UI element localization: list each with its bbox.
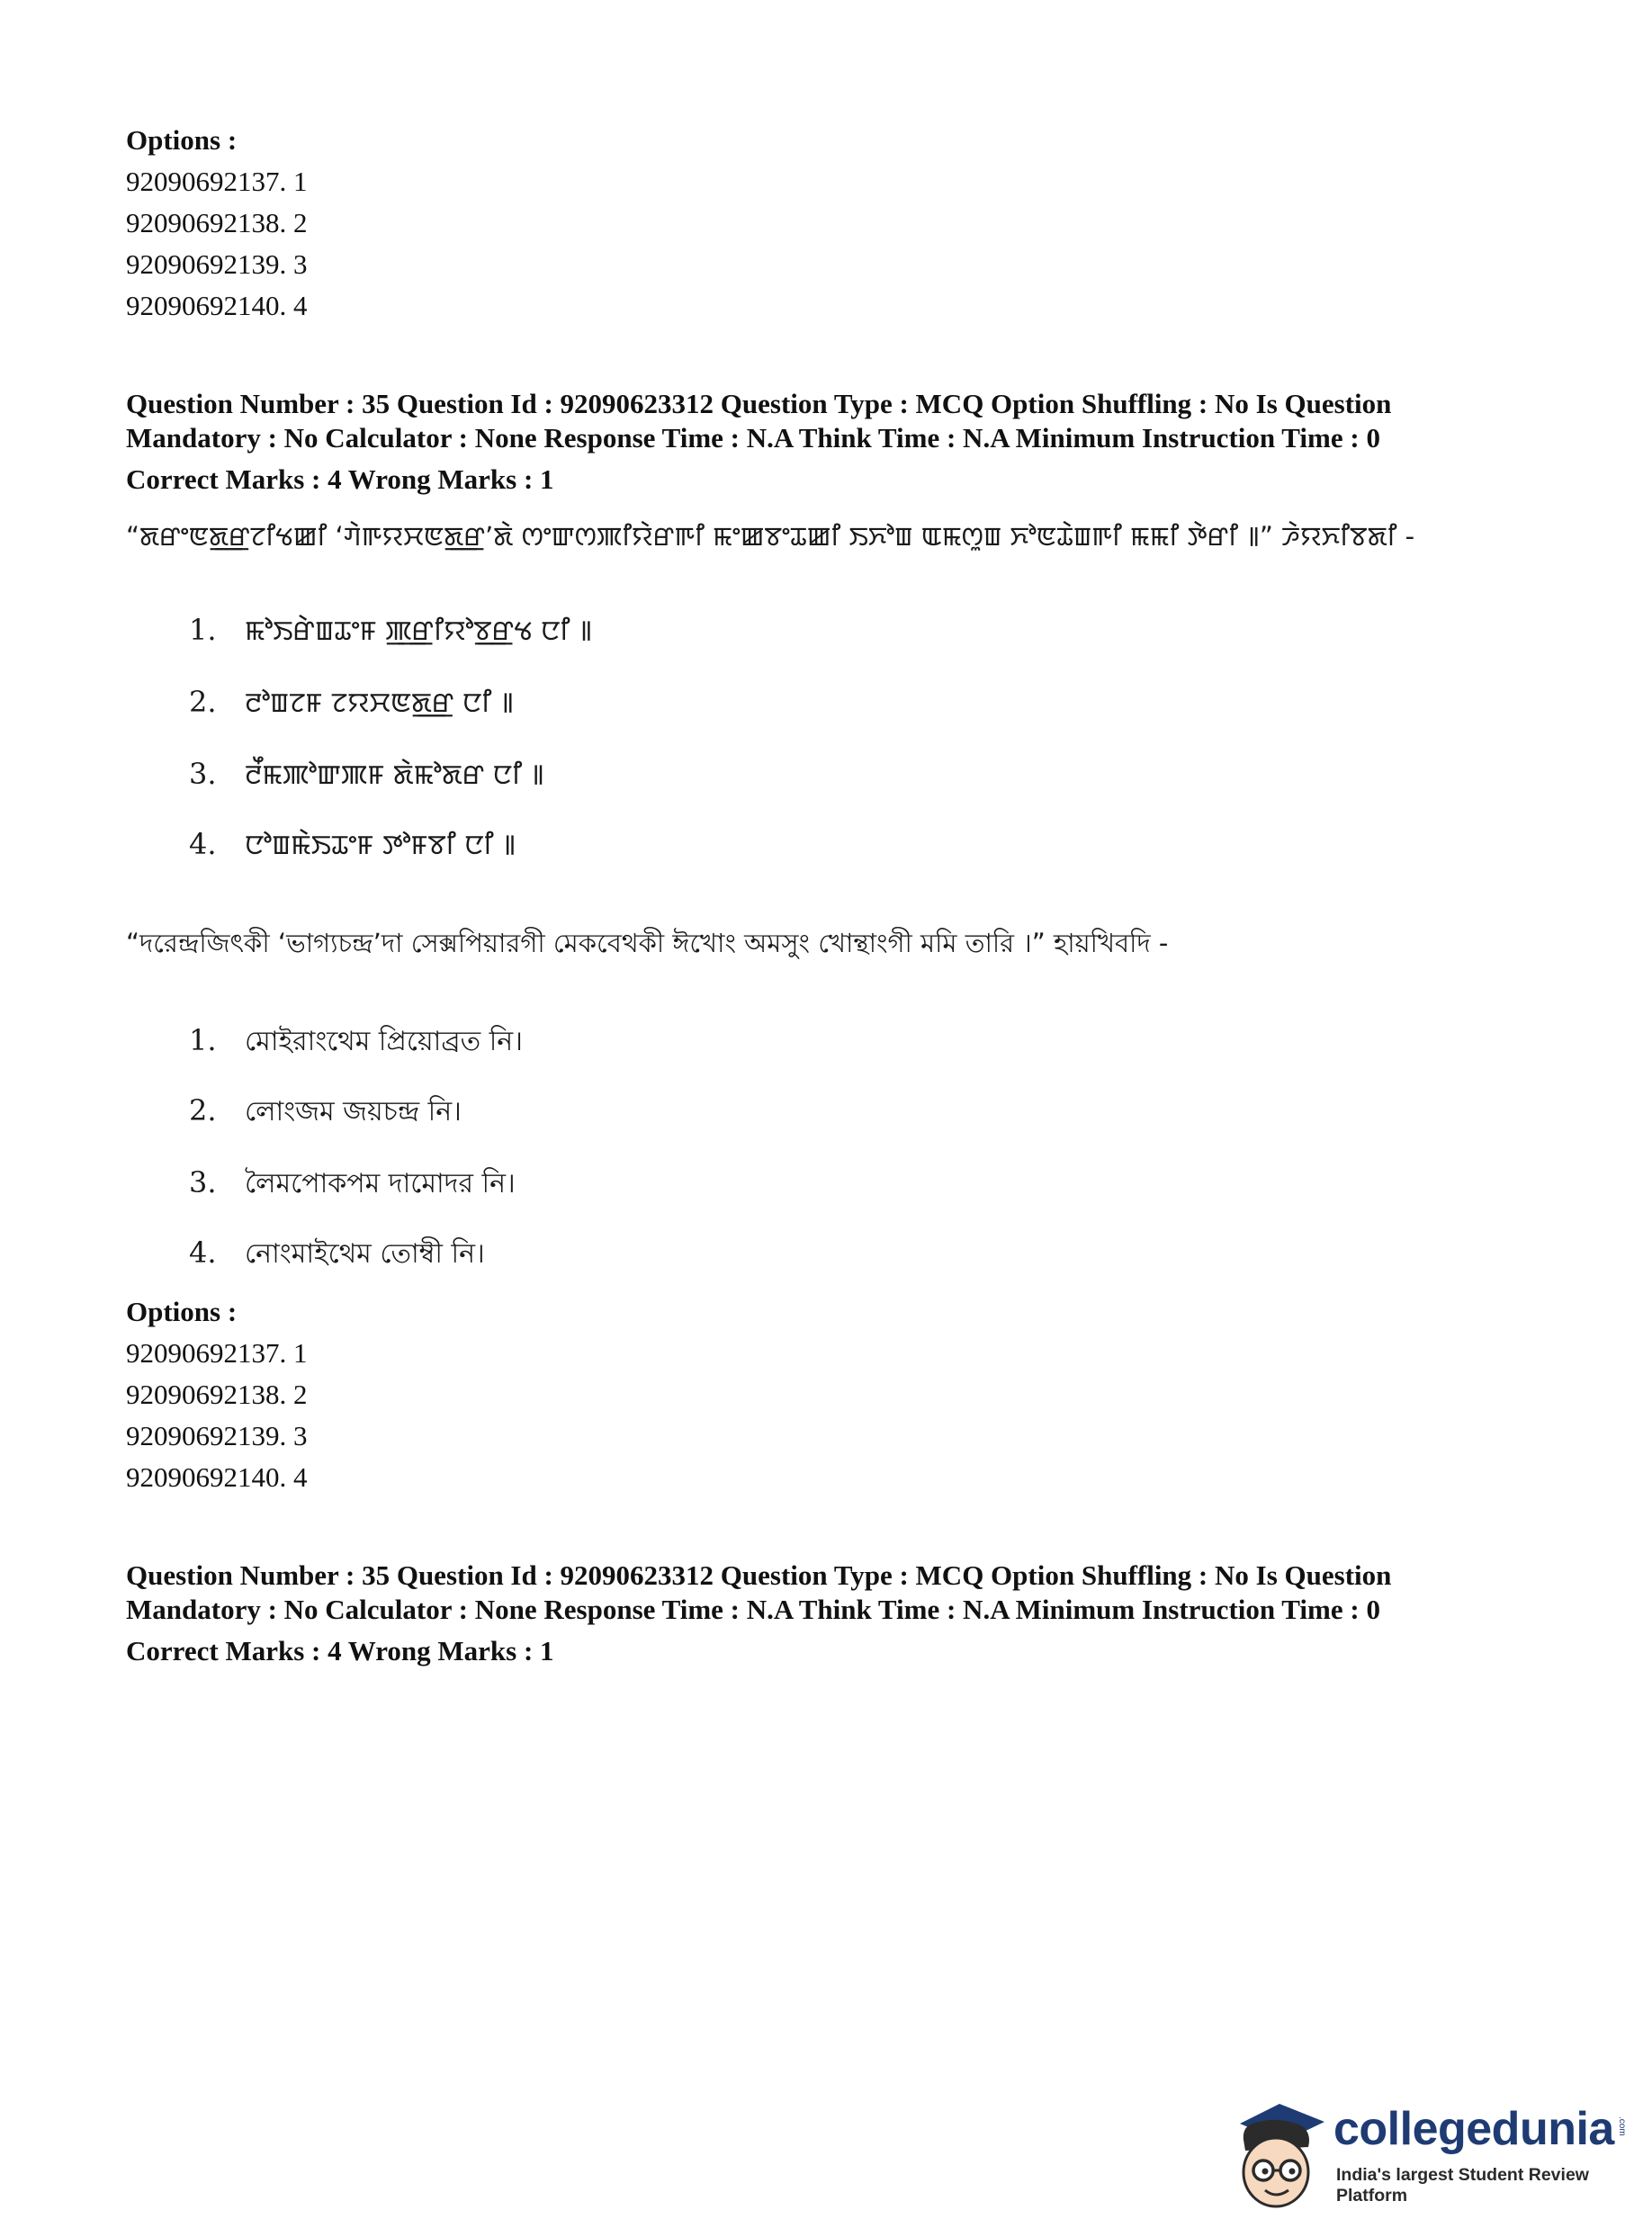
choice-meitei-4 (189, 826, 516, 864)
logo-dotcom: .com (1617, 2116, 1627, 2136)
option-line: 92090692137. 1 (126, 166, 308, 197)
question-meta-line: Mandatory : No Calculator : None Response Time : N.A Think Time : N.A Minimum Instruction Time : 0 (126, 422, 1380, 454)
question-marks-line: Correct Marks : 4 Wrong Marks : 1 (126, 1635, 554, 1667)
option-line: 92090692139. 3 (126, 1420, 308, 1451)
option-line: 92090692140. 4 (126, 290, 308, 321)
choice-meitei-2 (189, 684, 514, 722)
choice-text: ꯃꯣꯏꯔꯥꯡꯊꯦꯝ ꯄ꯭ꯔꯤꯌꯣꯕ꯭ꯔꯠ ꯅꯤ ꯫ (245, 615, 593, 647)
options-heading: Options : (126, 124, 238, 156)
option-line: 92090692139. 3 (126, 248, 308, 280)
choice-bengali-3 (189, 1164, 516, 1202)
choice-number: 1. (189, 1023, 217, 1057)
choice-text: ꯂꯣꯡꯖꯝ ꯖꯌꯆꯟꯗ꯭ꯔ ꯅꯤ ꯫ (245, 687, 515, 719)
option-line: 92090692137. 1 (126, 1337, 308, 1369)
choice-number: 2. (189, 1093, 217, 1127)
choice-meitei-3 (189, 756, 544, 794)
question-marks-line: Correct Marks : 4 Wrong Marks : 1 (126, 463, 554, 495)
choice-number: 2. (189, 685, 217, 719)
choice-text: ꯂꯩꯃꯄꯣꯛꯄꯝ ꯗꯥꯃꯣꯗꯔ ꯅꯤ ꯫ (245, 759, 544, 791)
choice-text: লৈমপোকপম দামোদর নি। (245, 1168, 516, 1199)
choice-text: মোইরাংথেম প্রিয়োব্রত নি। (245, 1026, 523, 1057)
mascot-icon (1224, 2097, 1332, 2214)
option-line: 92090692138. 2 (126, 1379, 308, 1410)
choice-bengali-2 (189, 1092, 462, 1130)
collegedunia-logo (1224, 2097, 1638, 2214)
question-stem-meitei: “ꯗꯔꯦꯟꯗ꯭ꯔꯖꯤꯠꯀꯤ ‘ꯚꯥꯒꯌꯆꯟꯗ꯭ꯔ’ꯗꯥ ꯁꯦꯛꯁꯄꯤꯌꯥꯔꯒꯤ ꯃꯦꯀꯕꯦꯊꯀꯤ ꯏꯈꯣꯡ ꯑꯃꯁꯨꯡ ꯈꯣꯟꯊꯥꯡꯒꯤ ꯃꯃꯤ ꯇꯥꯔꯤ ꯫” ꯍꯥꯌꯈꯤꯕꯗꯤ - (126, 521, 1415, 552)
choice-text: ꯅꯣꯡꯃꯥꯏꯊꯦꯝ ꯇꯣꯝꯕꯤ ꯅꯤ ꯫ (245, 830, 516, 861)
option-line: 92090692140. 4 (126, 1461, 308, 1493)
options-heading: Options : (126, 1296, 238, 1327)
choice-meitei-1 (189, 612, 592, 650)
question-stem-bengali: “দরেন্দ্রজিৎকী ‘ভাগ্যচন্দ্র’দা সেক্সপিয়ারগী মেকবেথকী ঈখোং অমসুং খোন্থাংগী মমি তারি ।” হায়খিবদি - (126, 928, 1169, 958)
choice-bengali-1 (189, 1022, 523, 1060)
choice-number: 4. (189, 1235, 217, 1270)
choice-number: 1. (189, 613, 217, 647)
logo-wordmark: collegedunia (1333, 2103, 1614, 2155)
choice-bengali-4 (189, 1235, 485, 1272)
logo-tagline: India's largest Student Review Platform (1336, 2165, 1589, 2206)
question-meta-line: Question Number : 35 Question Id : 92090623312 Question Type : MCQ Option Shuffling : No Is Question (126, 1559, 1392, 1591)
choice-number: 3. (189, 1165, 217, 1199)
choice-text: নোংমাইথেম তোম্বী নি। (245, 1238, 485, 1270)
option-line: 92090692138. 2 (126, 207, 308, 238)
question-meta-line: Mandatory : No Calculator : None Response Time : N.A Think Time : N.A Minimum Instruction Time : 0 (126, 1594, 1380, 1625)
choice-number: 4. (189, 827, 217, 861)
choice-text: লোংজম জয়চন্দ্র নি। (245, 1096, 462, 1127)
question-meta-line: Question Number : 35 Question Id : 92090623312 Question Type : MCQ Option Shuffling : No Is Question (126, 388, 1392, 419)
choice-number: 3. (189, 757, 217, 791)
